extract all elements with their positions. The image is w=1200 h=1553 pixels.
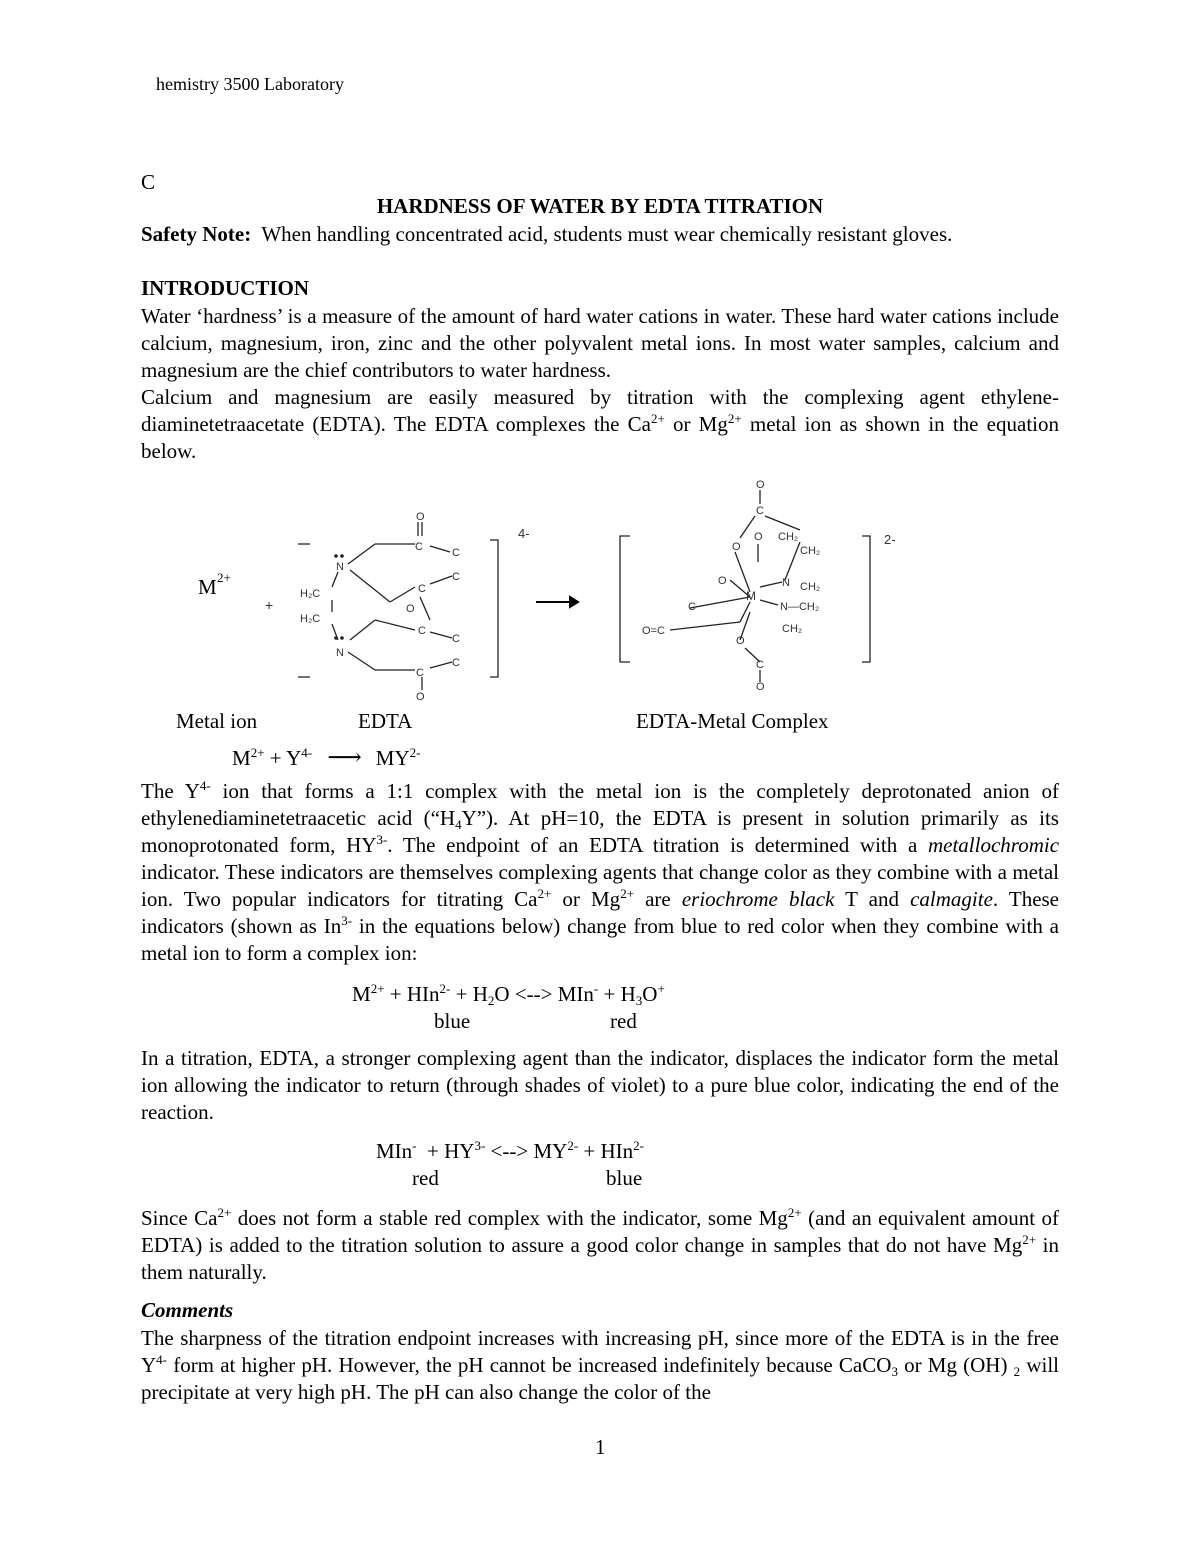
svg-text:C: C <box>452 633 460 645</box>
svg-text:O: O <box>754 531 763 543</box>
paragraph-magnesium: Since $Ca^{2+}$ does not form a stable red complex with the indicator, some $Mg^{2+}$ (and an equivalent amount of EDTA) is added to the titration solution to assure a good color change in samples that do not have $Mg^{2+}$ in them naturally. <box>141 1205 1059 1284</box>
plus-sign: + <box>265 597 274 613</box>
equation-formation: $M^{2+} + Y^{4-}$ ⟶ $MY^{2-}$ <box>232 745 421 771</box>
complex-labels <box>642 479 820 693</box>
svg-text:O: O <box>416 691 425 703</box>
svg-text:O: O <box>732 541 741 553</box>
svg-text:O: O <box>416 511 425 523</box>
caption-edta-metal-complex: EDTA-Metal Complex <box>636 709 829 733</box>
running-header: hemistry 3500 Laboratory <box>156 74 344 94</box>
svg-text:C: C <box>688 601 696 613</box>
svg-text:N: N <box>336 561 344 573</box>
edta-charge: 4- <box>518 526 530 541</box>
safety-note <box>141 222 952 247</box>
metal-ion-group <box>198 570 273 613</box>
caption-metal-ion: Metal ion <box>176 709 258 733</box>
svg-text:C: C <box>452 571 460 583</box>
equation-2-label-red: red <box>610 1009 637 1033</box>
svg-text:H₂C: H₂C <box>300 588 321 600</box>
section-heading-introduction: INTRODUCTION <box>141 276 310 300</box>
edta-structure <box>298 522 498 690</box>
svg-text:C: C <box>418 625 426 637</box>
equation-3-label-red: red <box>412 1166 439 1190</box>
svg-text:CH₂: CH₂ <box>782 623 803 635</box>
metal-complex-structure <box>620 490 870 682</box>
caption-edta: EDTA <box>358 709 413 733</box>
section-heading-comments: Comments <box>141 1298 234 1322</box>
reaction-arrow <box>536 597 578 607</box>
page-title: HARDNESS OF WATER BY EDTA TITRATION <box>376 194 824 218</box>
svg-text:O: O <box>718 575 727 587</box>
svg-text:N—CH₂: N—CH₂ <box>780 601 820 613</box>
svg-text:CH₂: CH₂ <box>800 545 821 557</box>
svg-text:C: C <box>416 667 424 679</box>
reaction-arrow-icon: ⟶ <box>327 745 362 771</box>
equation-endpoint: $MIn^- + HY^{3-}$ <--> $MY^{2-} + HIn^{2-}$ <box>376 1138 645 1163</box>
paragraph-titration: In a titration, EDTA, a stronger complexing agent than the indicator, displaces the indicator form the metal ion allowing the indicator to return (through shades of violet) to a pure blue color, indicating the end of the reaction. <box>141 1046 1059 1124</box>
intro-paragraph-2: Calcium and magnesium are easily measured by titration with the complexing agent ethylene-diaminetetraacetate (EDTA). The EDTA complexes the $Ca^{2+}$ or $Mg^{2+}$ metal ion as shown in the equation below. <box>141 385 1059 463</box>
safety-text: When handling concentrated acid, students must wear chemically resistant gloves. <box>261 222 953 246</box>
svg-text:N: N <box>782 577 790 589</box>
stray-letter: C <box>141 170 156 194</box>
svg-text:C: C <box>415 541 423 553</box>
svg-text:CH₂: CH₂ <box>800 581 821 593</box>
svg-text:O=C: O=C <box>642 625 665 637</box>
paragraph-indicator-intro: The $Y^{4-}$ ion that forms a 1:1 complex with the metal ion is the completely deprotonated anion of ethylenediaminetetraacetic acid $(“H_4Y”)$. At pH=10, the EDTA is present in solution primarily as its monoprotonated form, $HY^{3-}$. The endpoint of an EDTA titration is determined with a metallochromic indicator. These indicators are themselves complexing agents that change color as they combine with a metal ion. Two popular indicators for titrating $Ca^{2+}$ or $Mg^{2+}$ are eriochrome black T and calmagite. These indicators (shown as $In^{3-}$ in the equations below) change from blue to red color when they combine with a metal ion to form a complex ion: <box>141 778 1060 965</box>
svg-text:O: O <box>756 681 765 693</box>
svg-text:CH₂: CH₂ <box>778 531 799 543</box>
svg-text:C: C <box>418 583 426 595</box>
page-number: 1 <box>595 1435 606 1459</box>
intro-paragraph-1: Water ‘hardness’ is a measure of the amount of hard water cations in water. These hard water cations include calcium, magnesium, iron, zinc and the other polyvalent metal ions. In most water samples, calcium and magnesium are the chief contributors to water hardness. <box>141 304 1059 382</box>
svg-text:C: C <box>756 505 764 517</box>
paragraph-comments: The sharpness of the titration endpoint increases with increasing pH, since more of the EDTA is in the free $Y^{4-}$ form at higher pH. However, the pH cannot be increased indefinitely because CaCO$_3$ or Mg (OH) $_2$ will precipitate at very high pH. The pH can also change the color of the <box>141 1326 1059 1404</box>
complex-charge: 2- <box>884 532 896 547</box>
svg-text:C: C <box>452 657 460 669</box>
svg-text:N: N <box>336 647 344 659</box>
svg-text:C: C <box>452 547 460 559</box>
edta-reaction-diagram <box>160 472 900 708</box>
svg-text:H₂C: H₂C <box>300 613 321 625</box>
edta-labels <box>300 511 460 703</box>
safety-label: Safety Note: <box>141 222 252 246</box>
svg-text:O: O <box>736 635 745 647</box>
metal-ion-symbol: M <box>198 575 217 599</box>
svg-text:C: C <box>756 659 764 671</box>
svg-text:M: M <box>746 589 756 603</box>
equation-indicator-complex: $M^{2+} + HIn^{2-} + H_2O$ <--> $MIn^- + H_3O^+$ <box>352 981 665 1008</box>
equation-3-label-blue: blue <box>606 1166 643 1190</box>
equation-2-label-blue: blue <box>434 1009 471 1033</box>
svg-text:O: O <box>406 603 415 615</box>
svg-text:O: O <box>756 479 765 491</box>
metal-ion-charge: 2+ <box>217 570 231 585</box>
